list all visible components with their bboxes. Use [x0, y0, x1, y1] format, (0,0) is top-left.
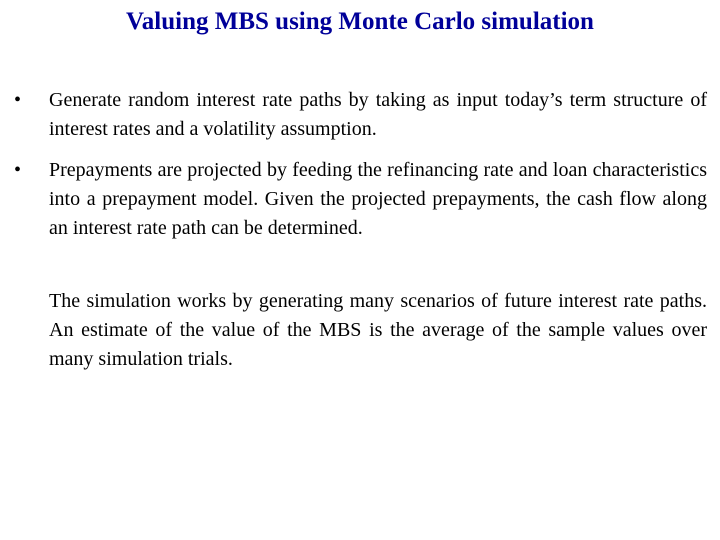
- bullet-text: Prepayments are projected by feeding the refinancing rate and loan characteristics into a prepayment model. Given the projected prepayments, the cash flow along an interest rate path can be determined.: [49, 159, 707, 239]
- bullet-icon: •: [14, 89, 22, 111]
- body-paragraph: The simulation works by generating many scenarios of future interest rate paths. An estimate of the value of the MBS is the average of the sample values over many simulation trials.: [49, 290, 707, 370]
- bullet-icon: •: [14, 159, 22, 181]
- bullet-text: Generate random interest rate paths by taking as input today’s term structure of interest rates and a volatility assumption.: [49, 89, 707, 140]
- slide-title: Valuing MBS using Monte Carlo simulation: [126, 8, 594, 35]
